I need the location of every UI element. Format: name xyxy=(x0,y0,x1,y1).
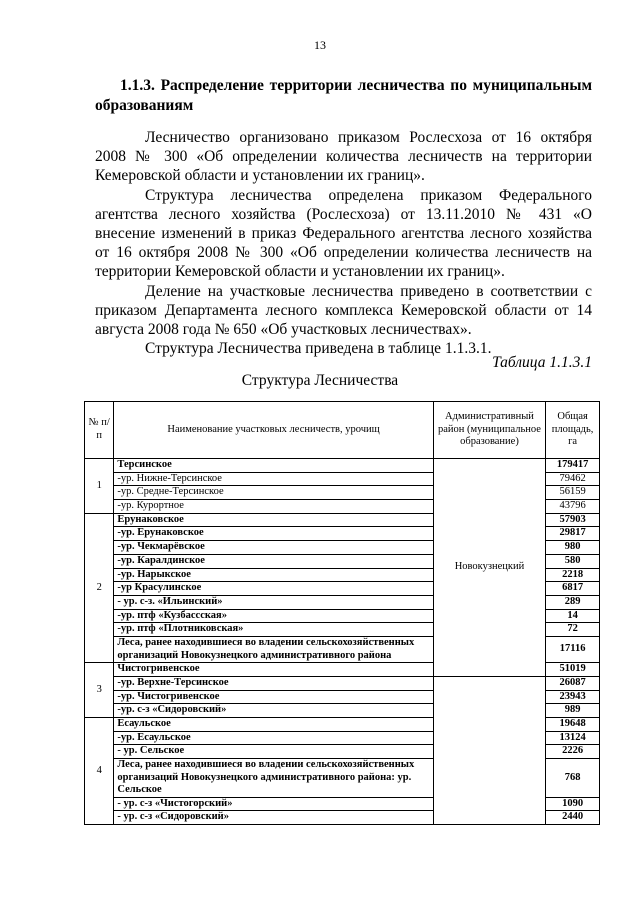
body-text xyxy=(95,128,592,358)
header-district: Административный район (муниципальное образование) xyxy=(433,402,546,459)
row-area: 17116 xyxy=(546,636,600,662)
paragraph: Лесничество организовано приказом Рослесхоза от 16 октября 2008 № 300 «Об определении количества лесничеств на территории Кемеровской области и установлении их границ». xyxy=(95,129,592,185)
row-name: -ур. Чекмарёвское xyxy=(114,541,433,555)
row-area: 29817 xyxy=(546,527,600,541)
row-name: -ур Красулинское xyxy=(114,582,433,596)
page-number: 13 xyxy=(314,38,326,52)
header-name: Наименование участковых лесничеств, урочищ xyxy=(114,402,433,459)
row-area: 2218 xyxy=(546,568,600,582)
row-area: 57903 xyxy=(546,513,600,527)
row-area: 289 xyxy=(546,595,600,609)
row-area: 13124 xyxy=(546,731,600,745)
row-area: 14 xyxy=(546,609,600,623)
row-area: 580 xyxy=(546,554,600,568)
row-name: -ур. Нижне-Терсинское xyxy=(114,472,433,486)
row-name: - ур. с-з «Сидоровский» xyxy=(114,811,433,825)
row-area: 179417 xyxy=(546,459,600,473)
forestry-structure-table xyxy=(84,401,600,825)
row-name: -ур. Нарыкское xyxy=(114,568,433,582)
table-row xyxy=(85,676,600,690)
row-name: -ур. птф «Плотниковская» xyxy=(114,623,433,637)
row-group-number: 2 xyxy=(85,513,114,662)
district-cell-continued xyxy=(433,676,546,824)
row-name: -ур. Ерунаковское xyxy=(114,527,433,541)
row-area: 980 xyxy=(546,541,600,555)
paragraph: Структура Лесничества приведена в таблице 1.1.3.1. xyxy=(145,340,492,358)
row-name: - ур. с-з. «Ильинский» xyxy=(114,595,433,609)
row-area: 2226 xyxy=(546,745,600,759)
paragraph: Структура лесничества определена приказом Федерального агентства лесного хозяйства (Рослесхоза) от 13.11.2010 № 431 «О внесение изменений в приказ Федерального агентства лесного хозяйства от 16 октября 2008 № 300 «Об определении количества лесничеств на территории Кемеровской области и установлении их границ». xyxy=(95,186,592,281)
table-row xyxy=(85,459,600,473)
table-header-row xyxy=(85,402,600,459)
row-area: 2440 xyxy=(546,811,600,825)
district-cell: Новокузнецкий xyxy=(433,459,546,677)
row-name: -ур. Курортное xyxy=(114,500,433,514)
row-area: 989 xyxy=(546,704,600,718)
row-area: 79462 xyxy=(546,472,600,486)
table-title: Структура Лесничества xyxy=(241,372,399,389)
row-name: -ур. птф «Кузбассская» xyxy=(114,609,433,623)
row-area: 26087 xyxy=(546,676,600,690)
row-name: - ур. с-з «Чистогорский» xyxy=(114,797,433,811)
row-name: -ур. Есаульское xyxy=(114,731,433,745)
row-name: -ур. Верхне-Терсинское xyxy=(114,676,433,690)
row-area: 6817 xyxy=(546,582,600,596)
header-num: № п/п xyxy=(85,402,114,459)
row-name: Чистогривенское xyxy=(114,663,433,677)
row-area: 1090 xyxy=(546,797,600,811)
section-heading xyxy=(95,76,592,116)
row-name: -ур. Средне-Терсинское xyxy=(114,486,433,500)
row-name: Терсинское xyxy=(114,459,433,473)
row-name: Леса, ранее находившиеся во владении сельскохозяйственных организаций Новокузнецкого административного района: ур. Сельское xyxy=(114,758,433,797)
row-area: 19648 xyxy=(546,717,600,731)
row-area: 51019 xyxy=(546,663,600,677)
row-name: -ур. Каралдинское xyxy=(114,554,433,568)
section-heading-line-1: 1.1.3. Распределение территории лесничества по муниципальным xyxy=(120,77,592,94)
row-area: 72 xyxy=(546,623,600,637)
table-body xyxy=(85,459,600,825)
row-name: Есаульское xyxy=(114,717,433,731)
row-name: - ур. Сельское xyxy=(114,745,433,759)
table-caption: Таблица 1.1.3.1 xyxy=(492,354,592,371)
row-area: 768 xyxy=(546,758,600,797)
paragraph: Деление на участковые лесничества приведено в соответствии с приказом Департамента лесного комплекса Кемеровской области от 14 августа 2008 года № 650 «Об участковых лесничествах». xyxy=(95,282,592,339)
row-group-number: 1 xyxy=(85,459,114,514)
row-name: Ерунаковское xyxy=(114,513,433,527)
row-group-number: 3 xyxy=(85,663,114,718)
row-area: 43796 xyxy=(546,500,600,514)
section-heading-line-2: образованиям xyxy=(95,97,194,114)
row-name: -ур. с-з «Сидоровский» xyxy=(114,704,433,718)
row-group-number: 4 xyxy=(85,717,114,824)
row-area: 56159 xyxy=(546,486,600,500)
row-name: -ур. Чистогривенское xyxy=(114,690,433,704)
row-name: Леса, ранее находившиеся во владении сельскохозяйственных организаций Новокузнецкого административного района xyxy=(114,636,433,662)
header-area: Общая площадь, га xyxy=(546,402,600,459)
row-area: 23943 xyxy=(546,690,600,704)
